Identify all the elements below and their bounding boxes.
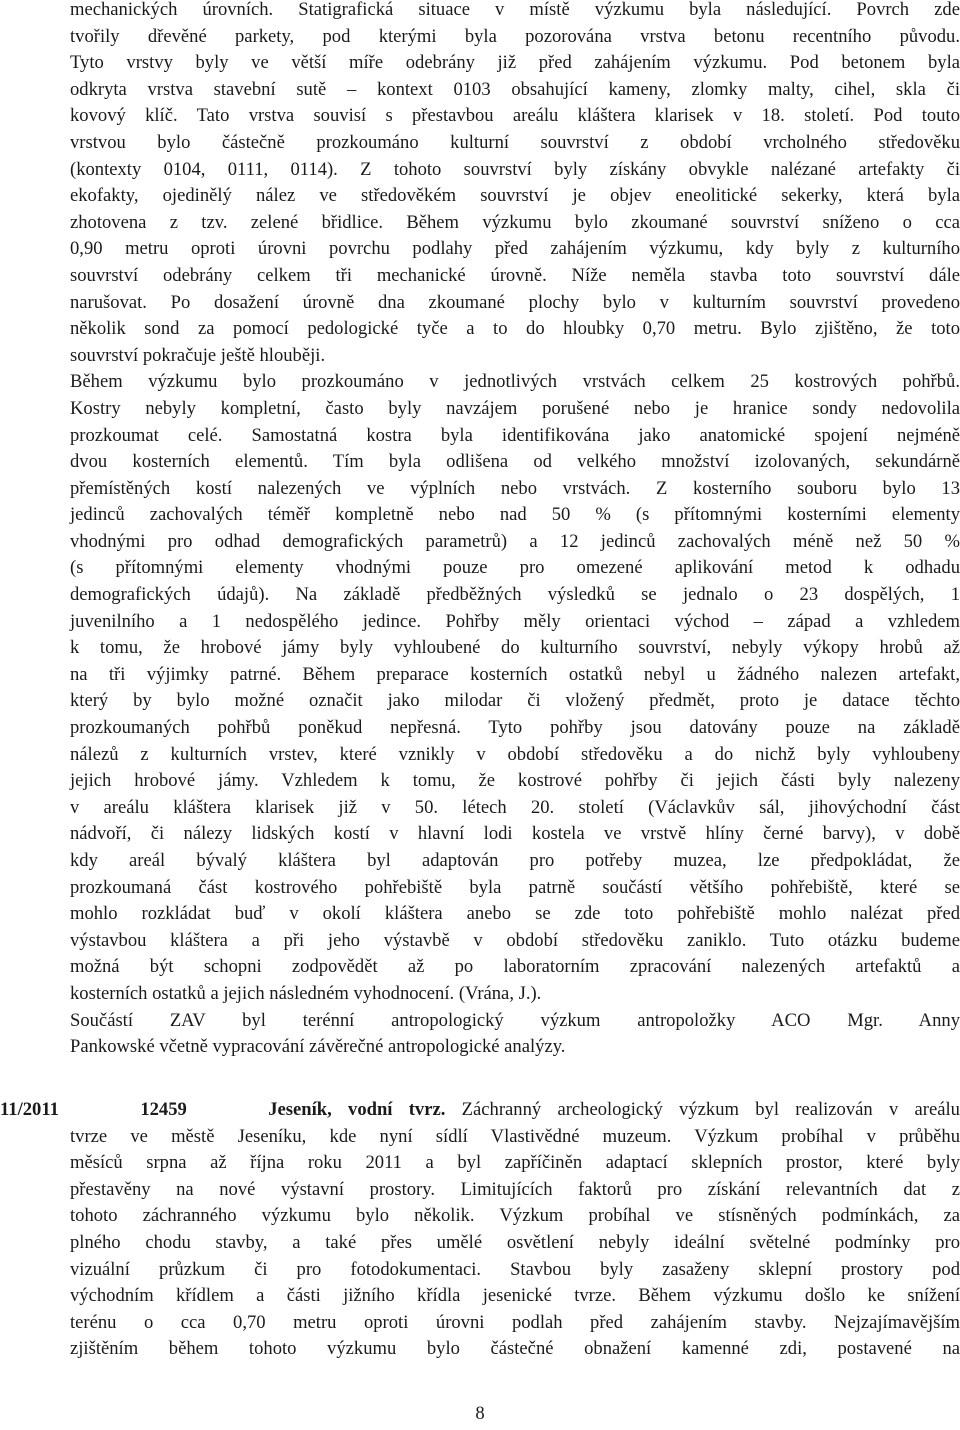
entry-number: 11/2011 [0,1099,59,1120]
text-line: několik sond za pomocí pedologické tyče a to do hloubky 0,70 metru. Bylo zjištěno, že toto [70,318,960,340]
text-line: vrstvou bylo částečně prozkoumáno kulturní souvrství z období vrcholného středověku [70,131,960,153]
text-line: prozkoumat celé. Samostatná kostra byla identifikována jako anatomické spojení nejméně [70,424,960,446]
site-entry [0,1097,960,1363]
page-number: 8 [475,1403,485,1424]
text-line: přemístěných kostí nalezených ve výplních nebo vrstvách. Z kosterního souboru bylo 13 [70,477,960,499]
text-line: demografických údajů). Na základě předběžných výsledků se jednalo o 23 dospělých, 1 [70,584,960,606]
entry-text-line: tvrze ve městě Jeseníku, kde nyní sídlí Vlastivědné muzeum. Výzkum probíhal v průběhu [70,1125,960,1147]
text-line: kdy areál bývalý kláštera byl adaptován pro potřeby muzea, lze předpokládat, že [70,850,960,871]
text-line: na tři výjimky patrné. Během preparace kosterních ostatků nebyl u žádného nalezen artefakt, [70,663,960,685]
entry-body [70,1124,960,1363]
text-line: tvořily dřevěné parkety, pod kterými byla pozorována vrstva betonu recentního původu. [70,25,960,47]
text-line: jedinců zachovalých téměř kompletně nebo nad 50 % (s přítomnými kosterními elementy [70,504,960,526]
text-line: výstavbou kláštera a při jeho výstavbě v období středověku zaniklo. Tuto otázku budeme [70,929,960,951]
text-line: souvrství odebrány celkem tři mechanické úrovně. Níže neměla stavba toto souvrství dále [70,264,960,286]
text-line: k tomu, že hrobové jámy byly vyhloubené do kulturního souvrství, nebyly výkopy hrobů až [70,637,960,659]
text-line: kovový klíč. Tato vrstva souvisí s přestavbou areálu kláštera klarisek v 18. století. Pod touto [70,105,960,127]
text-line: Pankowské včetně vypracování závěrečné antropologické analýzy. [70,1036,566,1058]
text-line: prozkoumaná část kostrového pohřebiště byla patrně součástí většího pohřebiště, které se [70,876,960,898]
text-line: kosterních ostatků a jejich následném vyhodnocení. (Vrána, J.). [70,982,542,1004]
text-line: 0,90 metru oproti úrovni povrchu podlahy před zahájením výzkumu, kdy byly z kulturního [70,238,960,260]
text-line: Kostry nebyly kompletní, často byly navzájem porušené nebo je hranice sondy nedovolila [70,397,960,419]
text-line: zhotovena z tzv. zelené břidlice. Během výzkumu bylo zkoumané souvrství sníženo o cca [70,211,960,233]
entry-text-line: měsíců srpna až října roku 2011 a byl zapříčiněn adaptací sklepních prostor, které byly [70,1152,960,1174]
text-line: odkryta vrstva stavební sutě – kontext 0103 obsahující kameny, zlomky malty, cihel, skla či [70,78,960,100]
text-line: nálezů z kulturních vrstev, které vznikly v období středověku a do nichž byly vyhloubeny [70,743,960,765]
text-line: mohlo rozkládat buď v okolí kláštera anebo se zde toto pohřebiště mohlo nalézat před [70,903,960,925]
text-line: vhodnými pro odhad demografických parametrů) a 12 jedinců zachovalých méně než 50 % [70,530,960,552]
entry-text-line: tohoto záchranného výzkumu bylo několik. Výzkum probíhal ve stísněných podmínkách, za [70,1205,960,1227]
text-line: nádvoří, či nálezy lidských kostí v hlavní lodi kostela ve vrstvě hlíny černé barvy), v době [70,823,960,845]
text-line: který by bylo možné označit jako milodar či vložený předmět, proto je datace těchto [70,690,960,712]
text-line: Součástí ZAV byl terénní antropologický výzkum antropoložky ACO Mgr. Anny [70,1009,960,1031]
text-line: souvrství pokračuje ještě hlouběji. [70,344,326,366]
entry-text-line: východním křídlem a části jižního křídla jesenické tvrze. Během výzkumu došlo ke snížení [70,1285,960,1307]
text-line: (kontexty 0104, 0111, 0114). Z tohoto souvrství byly získány obvykle nalézané artefakty či [70,158,960,180]
body-text [70,0,960,1061]
entry-text-line: plného chodu stavby, a také přes umělé osvětlení nebyly ideální světelné podmínky pro [70,1231,960,1253]
text-line: juvenilního a 1 nedospělého jedince. Pohřby měly orientaci východ – západ a vzhledem [70,610,960,632]
entry-code: 12459 [140,1099,187,1120]
entry-text-line: terénu o cca 0,70 metru oproti úrovni podlah před zahájením stavby. Nejzajímavějším [70,1311,960,1333]
text-line: ekofakty, ojedinělý nález ve středověkém souvrství je objev eneolitické sekerky, která byla [70,185,960,207]
text-line: možná být schopni zodpovědět až po laboratorním zpracování nalezených artefaktů a [70,956,960,978]
entry-text-line: přestavěny na nové výstavní prostory. Limitujících faktorů pro získání relevantních dat z [70,1178,960,1200]
text-line: Tyto vrstvy byly ve větší míře odebrány již před zahájením výzkumu. Pod betonem byla [70,52,960,74]
text-line: jejich hrobové jámy. Vzhledem k tomu, že kostrové pohřby či jejich části byly nalezeny [70,770,960,792]
text-line: dvou kosterních elementů. Tím byla odlišena od velkého množství izolovaných, sekundárně [70,451,960,473]
entry-text-line: vizuální průzkum či pro fotodokumentaci. Stavbou byly zasaženy sklepní prostory pod [70,1258,960,1280]
text-line: prozkoumaných pohřbů poněkud nepřesná. Tyto pohřby jsou datovány pouze na základě [70,717,960,739]
text-line: mechanických úrovních. Statigrafická situace v místě výzkumu byla následující. Povrch zde [70,0,960,20]
text-line: (s přítomnými elementy vhodnými pouze pro omezené aplikování metod k odhadu [70,557,960,579]
text-line: narušovat. Po dosažení úrovně dna zkoumané plochy bylo v kulturním souvrství provedeno [70,291,960,313]
entry-text-line: zjištěním během tohoto výzkumu bylo částečné obnažení kamenné zdi, postavené na [70,1338,960,1360]
entry-heading: Jeseník, vodní tvrz. [268,1099,446,1120]
entry-first-line-text: Záchranný archeologický výzkum byl realizován v areálu [461,1099,960,1120]
text-line: Během výzkumu bylo prozkoumáno v jednotlivých vrstvách celkem 25 kostrových pohřbů. [70,371,960,393]
entry-first-line [0,1097,960,1124]
text-line: v areálu kláštera klarisek již v 50. létech 20. století (Václavkův sál, jihovýchodní část [70,796,960,818]
